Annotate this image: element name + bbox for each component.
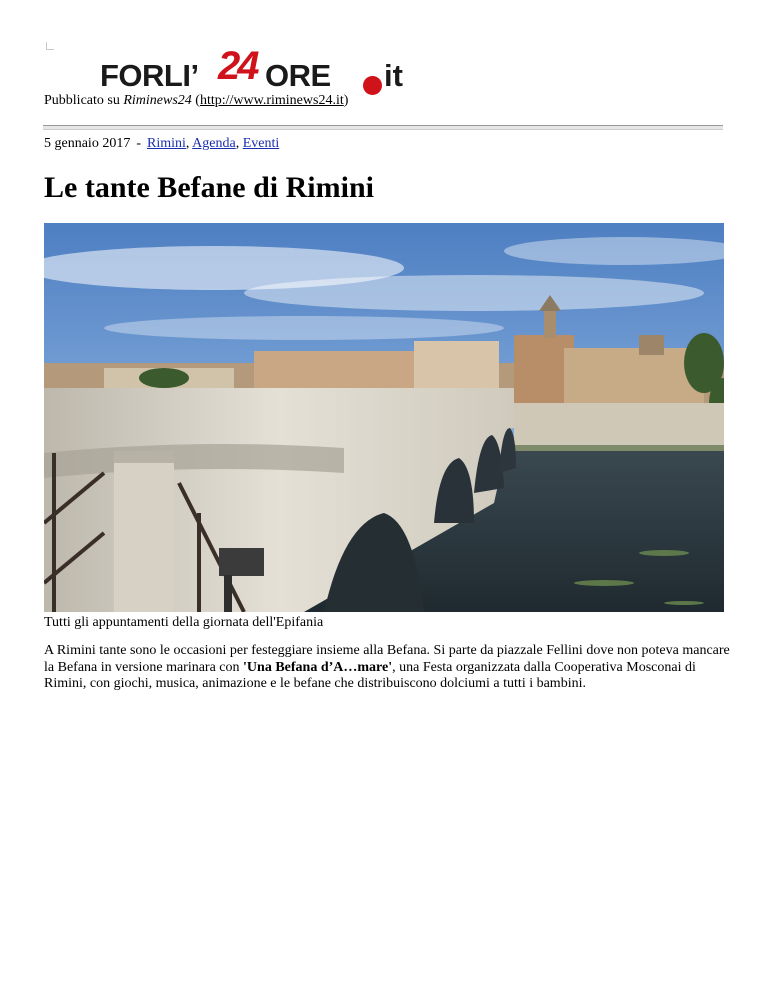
article-photo-bridge xyxy=(44,223,724,612)
corner-mark xyxy=(46,42,54,50)
published-close-paren: ) xyxy=(343,93,349,108)
article-body-highlight: 'Una Befana d’A…mare' xyxy=(243,659,393,675)
meta-dash: - xyxy=(136,136,141,151)
site-logo[interactable] xyxy=(100,44,420,94)
article-meta xyxy=(44,136,279,152)
category-link-agenda[interactable]: Agenda xyxy=(192,136,236,151)
logo-text-it: it xyxy=(384,58,403,93)
published-source: Riminews24 xyxy=(123,93,192,108)
published-prefix: Pubblicato su xyxy=(44,93,124,108)
published-line xyxy=(44,93,348,109)
logo-text-ore: ORE xyxy=(265,58,331,93)
meta-comma: , xyxy=(185,136,190,151)
article-body xyxy=(44,643,734,693)
article-date: 5 gennaio 2017 xyxy=(44,136,131,151)
logo-dot-icon xyxy=(363,76,382,95)
logo-text-forli: FORLI’ xyxy=(100,58,199,93)
source-url-link[interactable]: http://www.riminews24.it xyxy=(199,93,344,108)
published-open-paren: ( xyxy=(191,93,200,108)
article-title: Le tante Befane di Rimini xyxy=(44,171,374,204)
header-divider xyxy=(43,125,723,130)
logo-text-24: 24 xyxy=(218,44,257,88)
article-body-part1: A Rimini tante sono le occasioni per festeggiare insieme alla Befana. Si parte da piazzale Fellini dove non poteva mancare la Befana in versione marinara con xyxy=(44,643,730,675)
meta-comma: , xyxy=(235,136,240,151)
category-link-rimini[interactable]: Rimini xyxy=(147,136,186,151)
category-link-eventi[interactable]: Eventi xyxy=(242,136,280,151)
photo-caption: Tutti gli appuntamenti della giornata dell'Epifania xyxy=(44,615,324,630)
article-body-part2: , una Festa organizzata dalla Cooperativa Mosconai di Rimini, con giochi, musica, animazione e le befane che distribuiscono dolciumi a tutti i bambini. xyxy=(44,659,696,691)
